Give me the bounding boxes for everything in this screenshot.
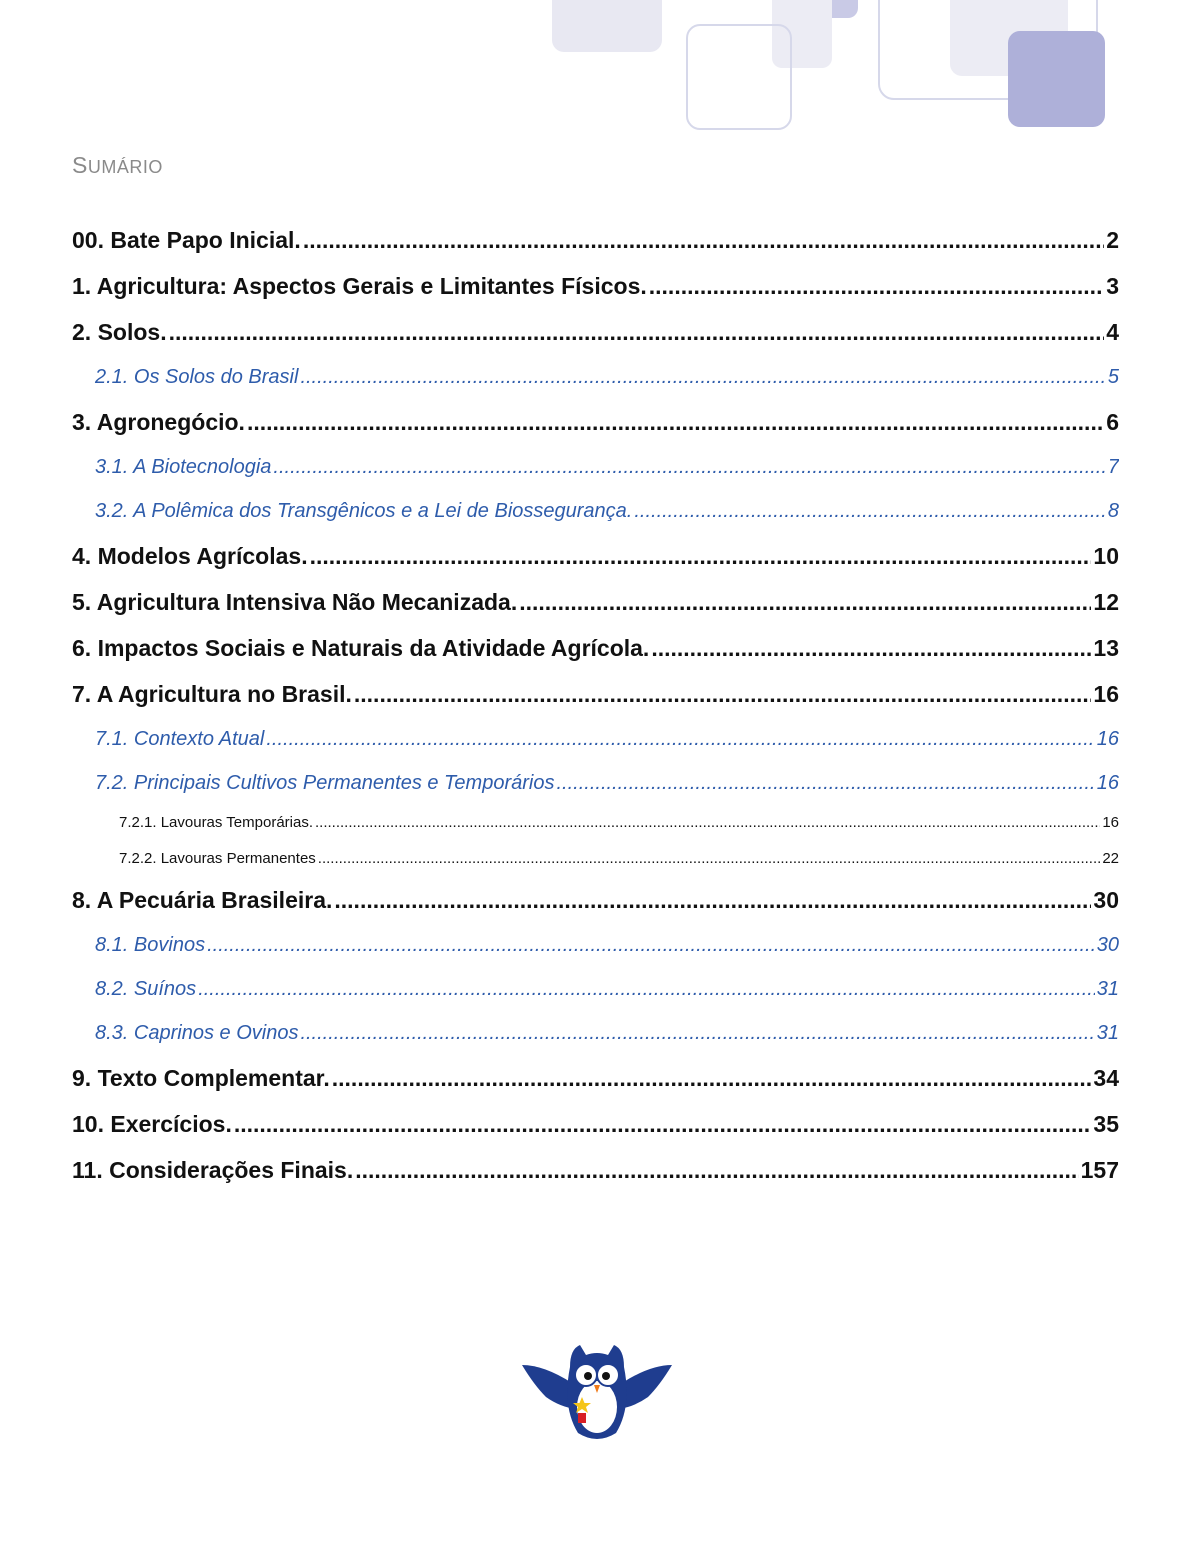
toc-leader-dots [651,625,1091,671]
toc-entry-label: 10. Exercícios. [72,1111,232,1137]
deco-square-accent [1008,31,1105,127]
toc-leader-dots [355,1147,1078,1193]
toc-entry[interactable] [72,625,1119,671]
toc-leader-dots [198,967,1095,1011]
toc-entry-page: 16 [1093,681,1119,707]
toc-leader-dots [169,309,1105,355]
toc-leader-dots [266,717,1094,761]
toc-leader-dots [334,877,1091,923]
toc-entry-label: 8.3. Caprinos e Ovinos [95,1022,299,1044]
toc-entry[interactable] [72,217,1119,263]
deco-square-outline-left [686,24,792,130]
toc-entry-page: 31 [1096,1022,1119,1044]
toc-entry-label: 1. Agricultura: Aspectos Gerais e Limitantes Físicos. [72,273,647,299]
toc-entry-label: 5. Agricultura Intensiva Não Mecanizada. [72,589,518,615]
toc-entry-page: 30 [1093,887,1119,913]
toc-entry-page: 16 [1102,814,1119,831]
toc-leader-dots [273,445,1105,489]
toc-entry[interactable] [72,761,1119,805]
toc-entry[interactable] [72,1101,1119,1147]
toc-leader-dots [303,217,1104,263]
toc-entry[interactable] [72,445,1119,489]
toc-entry-label: 7.1. Contexto Atual [95,728,265,750]
toc-entry-label: 2. Solos. [72,319,167,345]
toc-entry-label: 8.1. Bovinos [95,934,206,956]
toc-entry[interactable] [72,923,1119,967]
toc-entry-page: 16 [1096,728,1119,750]
toc-leader-dots [556,761,1094,805]
toc-entry[interactable] [72,967,1119,1011]
toc-entry-label: 3. Agronegócio. [72,409,245,435]
toc-entry[interactable] [72,841,1119,877]
toc-entry-page: 12 [1093,589,1119,615]
toc-leader-dots [519,579,1091,625]
toc-entry-page: 16 [1096,772,1119,794]
toc-entry-label: 11. Considerações Finais. [72,1157,354,1183]
toc-entry-label: 2.1. Os Solos do Brasil [95,366,299,388]
toc-entry-page: 31 [1096,978,1119,1000]
toc-entry-label: 7.2.2. Lavouras Permanentes [119,850,316,867]
toc-entry-label: 8.2. Suínos [95,978,197,1000]
owl-logo-icon [520,1345,674,1441]
toc-leader-dots [354,671,1092,717]
toc-entry[interactable] [72,309,1119,355]
toc-leader-dots [649,263,1104,309]
toc-leader-dots [300,1011,1094,1055]
page-title: SUMÁRIO [72,152,163,178]
toc-entry[interactable] [72,355,1119,399]
toc-leader-dots [634,489,1106,533]
toc-entry[interactable] [72,1147,1119,1193]
toc-entry-label: 3.2. A Polêmica dos Transgênicos e a Lei de Biossegurança. [95,500,633,522]
toc-entry-page: 30 [1096,934,1119,956]
toc-leader-dots [318,841,1101,877]
deco-square-light-left [552,0,662,52]
toc-entry-label: 4. Modelos Agrícolas. [72,543,308,569]
toc-entry-page: 13 [1093,635,1119,661]
table-of-contents [72,217,1119,1193]
toc-entry[interactable] [72,489,1119,533]
toc-leader-dots [315,805,1100,841]
toc-leader-dots [247,399,1104,445]
toc-entry-page: 8 [1107,500,1119,522]
toc-entry-page: 2 [1106,227,1119,253]
toc-entry-page: 10 [1093,543,1119,569]
toc-entry-page: 35 [1093,1111,1119,1137]
toc-entry-page: 6 [1106,409,1119,435]
toc-leader-dots [310,533,1092,579]
toc-entry-label: 9. Texto Complementar. [72,1065,330,1091]
toc-entry[interactable] [72,579,1119,625]
toc-entry-label: 00. Bate Papo Inicial. [72,227,301,253]
toc-entry-label: 8. A Pecuária Brasileira. [72,887,333,913]
toc-entry[interactable] [72,1055,1119,1101]
toc-entry[interactable] [72,805,1119,841]
toc-leader-dots [332,1055,1092,1101]
toc-leader-dots [300,355,1105,399]
toc-entry-page: 3 [1106,273,1119,299]
toc-entry[interactable] [72,263,1119,309]
toc-entry[interactable] [72,877,1119,923]
toc-entry-page: 22 [1102,850,1119,867]
toc-entry[interactable] [72,399,1119,445]
toc-entry-page: 5 [1107,366,1119,388]
toc-entry[interactable] [72,717,1119,761]
toc-entry-label: 7.2.1. Lavouras Temporárias. [119,814,313,831]
toc-entry[interactable] [72,533,1119,579]
toc-entry-page: 157 [1080,1157,1119,1183]
toc-entry-page: 7 [1107,456,1119,478]
toc-leader-dots [234,1101,1092,1147]
toc-entry[interactable] [72,671,1119,717]
toc-entry-label: 6. Impactos Sociais e Naturais da Atividade Agrícola. [72,635,650,661]
toc-entry[interactable] [72,1011,1119,1055]
toc-entry-page: 34 [1093,1065,1119,1091]
toc-entry-label: 7.2. Principais Cultivos Permanentes e Temporários [95,772,555,794]
toc-leader-dots [207,923,1095,967]
toc-entry-label: 3.1. A Biotecnologia [95,456,272,478]
toc-entry-label: 7. A Agricultura no Brasil. [72,681,352,707]
toc-entry-page: 4 [1106,319,1119,345]
